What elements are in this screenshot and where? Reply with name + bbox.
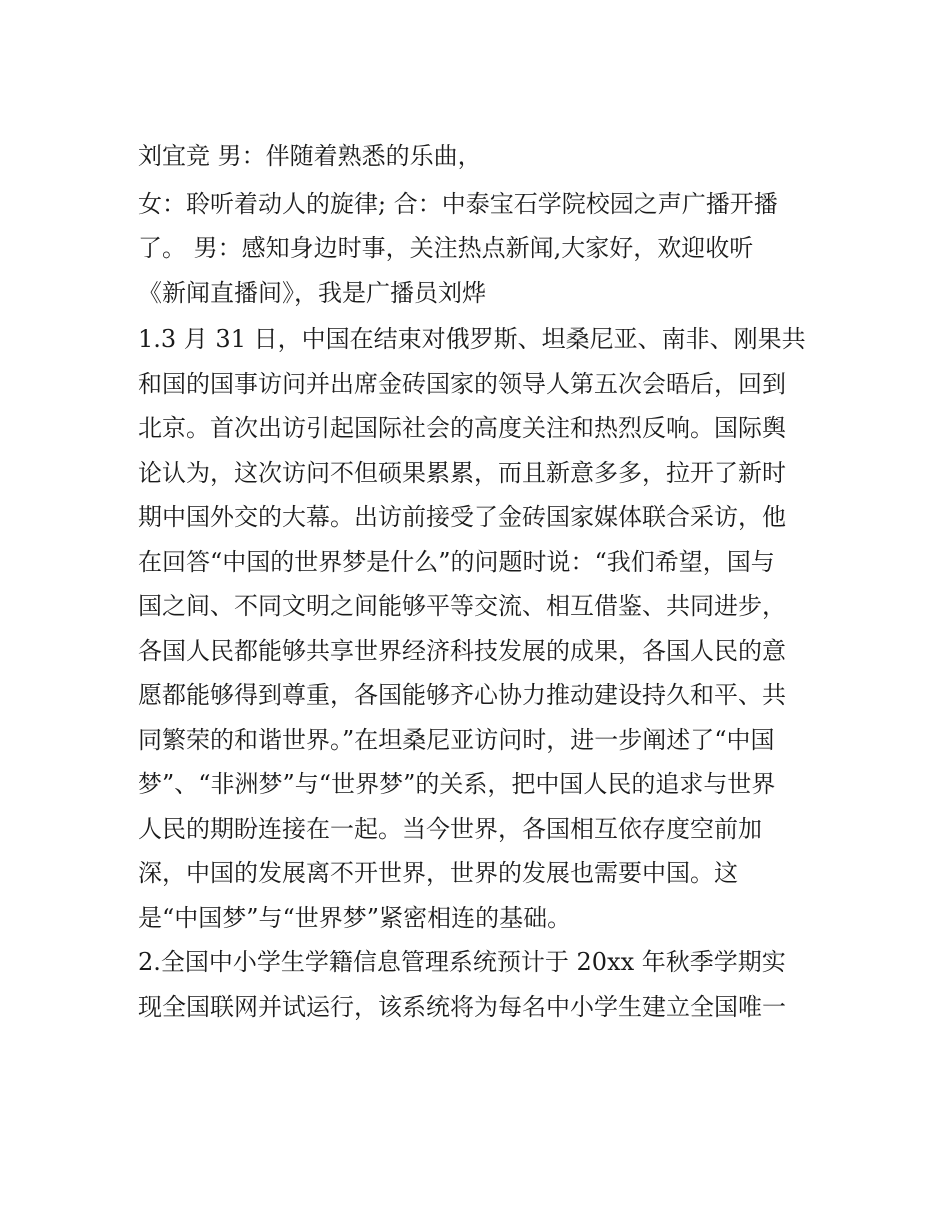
text-line: 期中国外交的大幕。出访前接受了金砖国家媒体联合采访，他 — [138, 503, 786, 531]
text-line: 在回答“中国的世界梦是什么”的问题时说：“我们希望，国与 — [138, 547, 775, 576]
text-line: 刘宜竞 男：伴随着熟悉的乐曲， — [138, 142, 482, 170]
text-line: 梦”、“非洲梦”与“世界梦”的关系，把中国人民的追求与世界 — [138, 770, 776, 798]
text-line: 1.3 月 31 日，中国在结束对俄罗斯、坦桑尼亚、南非、刚果共 — [138, 325, 806, 353]
text-line: 人民的期盼连接在一起。当今世界，各国相互依存度空前加 — [138, 814, 762, 843]
text-line: 北京。首次出访引起国际社会的高度关注和热烈反响。国际舆 — [138, 414, 786, 442]
text-line: 和国的国事访问并出席金砖国家的领导人第五次会晤后，回到 — [138, 369, 786, 398]
text-line: 是“中国梦”与“世界梦”紧密相连的基础。 — [138, 903, 572, 932]
text-line: 愿都能够得到尊重，各国能够齐心协力推动建设持久和平、共 — [138, 681, 786, 709]
text-line: 同繁荣的和谐世界。”在坦桑尼亚访问时，进一步阐述了“中国 — [138, 725, 775, 754]
text-line: 了。 男：感知身边时事，关注热点新闻,大家好，欢迎收听 — [138, 234, 754, 262]
text-line: 2.全国中小学生学籍信息管理系统预计于 20xx 年秋季学期实 — [138, 948, 786, 976]
text-line: 《新闻直播间》，我是广播员刘烨 — [138, 278, 486, 307]
text-line: 现全国联网并试运行，该系统将为每名中小学生建立全国唯一 — [138, 992, 786, 1021]
text-line: 深，中国的发展离不开世界，世界的发展也需要中国。这 — [138, 859, 738, 887]
text-line: 国之间、不同文明之间能够平等交流、相互借鉴、共同进步， — [138, 592, 786, 620]
document-body — [138, 134, 818, 1029]
text-line: 论认为，这次访问不但硕果累累，而且新意多多，拉开了新时 — [138, 458, 786, 487]
text-line: 女：聆听着动人的旋律; 合：中泰宝石学院校园之声广播开播 — [138, 189, 778, 218]
text-line: 各国人民都能够共享世界经济科技发展的成果，各国人民的意 — [138, 636, 786, 665]
